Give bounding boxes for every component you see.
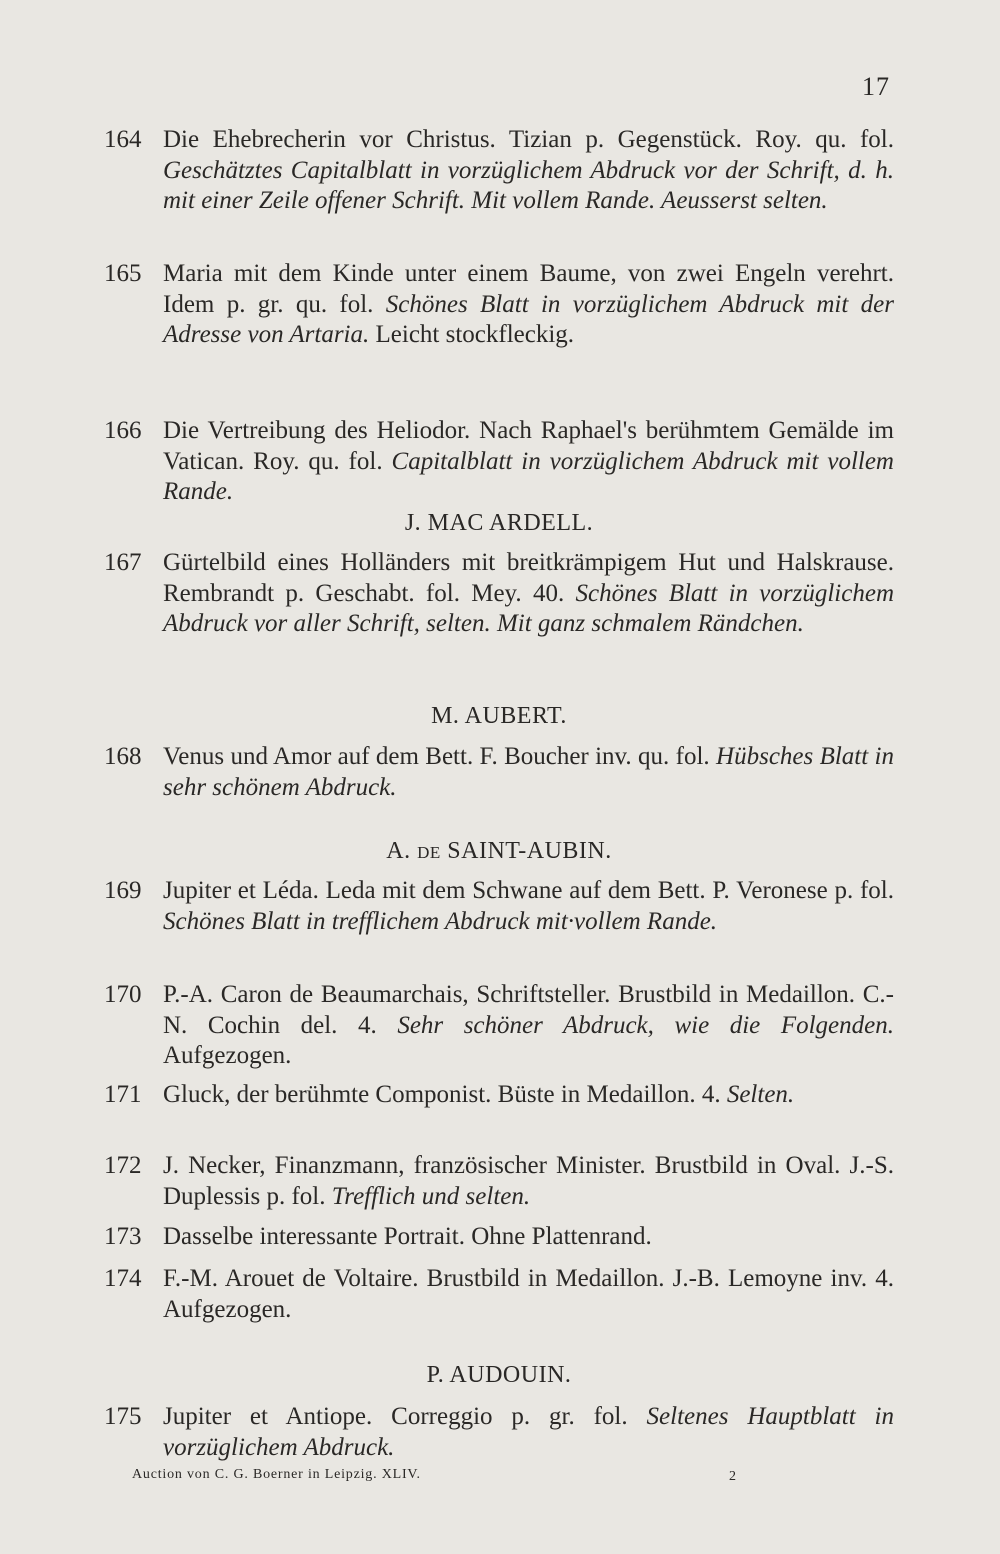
entry-number: 164	[104, 126, 142, 153]
entry-text: Dasselbe interessante Portrait. Ohne Plattenrand.	[163, 1223, 652, 1250]
entry-text: Gürtelbild eines Holländers mit breitkrämpigem Hut und Halskrause. Rembrandt p. Geschabt. fol. Mey. 40. Schönes Blatt in vorzüglichem Abdruck vor aller Schrift, selten. Mit ganz schmalem Rändchen.	[163, 549, 895, 637]
page-number: 17	[862, 72, 890, 101]
entry-text: Jupiter et Léda. Leda mit dem Schwane auf dem Bett. P. Veronese p. fol. Schönes Blatt in trefflichem Abdruck mit·vollem Rande.	[163, 877, 894, 935]
catalog-entry-171	[104, 1080, 894, 1111]
catalog-entry-168	[104, 742, 894, 803]
section-heading-saint-aubin: A. DE SAINT-AUBIN.	[386, 838, 612, 864]
catalog-entry-173	[104, 1222, 894, 1253]
entry-number: 172	[104, 1152, 142, 1179]
catalog-entry-166	[104, 416, 894, 508]
catalog-entry-167	[104, 548, 894, 640]
entry-number: 175	[104, 1403, 142, 1430]
entry-number: 168	[104, 743, 142, 770]
entry-text: F.-M. Arouet de Voltaire. Brustbild in Medaillon. J.-B. Lemoyne inv. 4. Aufgezogen.	[163, 1265, 894, 1323]
entry-number: 166	[104, 417, 142, 444]
entry-text: Venus und Amor auf dem Bett. F. Boucher inv. qu. fol. Hübsches Blatt in sehr schönem Abdruck.	[163, 743, 894, 801]
entry-text: P.-A. Caron de Beaumarchais, Schriftsteller. Brustbild in Medaillon. C.-N. Cochin del. 4. Sehr schöner Abdruck, wie die Folgenden. Aufgezogen.	[163, 981, 894, 1069]
entry-number: 171	[104, 1081, 142, 1108]
catalog-entry-174	[104, 1264, 894, 1325]
entry-number: 169	[104, 877, 142, 904]
entry-text: J. Necker, Finanzmann, französischer Minister. Brustbild in Oval. J.-S. Duplessis p. fol. Trefflich und selten.	[163, 1152, 894, 1210]
section-heading-audouin: P. AUDOUIN.	[426, 1362, 572, 1388]
catalog-entry-165	[104, 259, 894, 351]
entry-text: Maria mit dem Kinde unter einem Baume, von zwei Engeln verehrt. Idem p. gr. qu. fol. Schönes Blatt in vorzüglichem Abdruck mit der Adresse von Artaria. Leicht stockfleckig.	[163, 260, 894, 348]
entry-number: 170	[104, 981, 142, 1008]
section-heading-aubert: M. AUBERT.	[431, 703, 567, 729]
entry-number: 167	[104, 549, 142, 576]
entry-text: Gluck, der berühmte Componist. Büste in Medaillon. 4. Selten.	[163, 1081, 795, 1108]
entry-number: 174	[104, 1265, 142, 1292]
catalog-entry-172	[104, 1151, 894, 1212]
footer-auction-note: Auction von C. G. Boerner in Leipzig. XLIV.	[132, 1467, 421, 1482]
catalog-entry-170	[104, 980, 894, 1072]
catalog-entry-175	[104, 1402, 894, 1463]
entry-number: 165	[104, 260, 142, 287]
entry-number: 173	[104, 1223, 142, 1250]
entry-text: Die Ehebrecherin vor Christus. Tizian p. Gegenstück. Roy. qu. fol. Geschätztes Capitalblatt in vorzüglichem Abdruck vor der Schrift, d. h. mit einer Zeile offener Schrift. Mit vollem Rande. Aeusserst selten.	[163, 126, 894, 214]
entry-text: Die Vertreibung des Heliodor. Nach Raphael's berühmtem Gemälde im Vatican. Roy. qu. fol. Capitalblatt in vorzüglichem Abdruck mit vollem Rande.	[163, 417, 894, 505]
footer-signature-mark: 2	[729, 1469, 736, 1484]
section-heading-mac-ardell: J. MAC ARDELL.	[404, 510, 594, 536]
catalog-entry-164	[104, 125, 894, 217]
catalog-entry-169	[104, 876, 894, 937]
entry-text: Jupiter et Antiope. Correggio p. gr. fol. Seltenes Hauptblatt in vorzüglichem Abdruck.	[163, 1403, 894, 1461]
